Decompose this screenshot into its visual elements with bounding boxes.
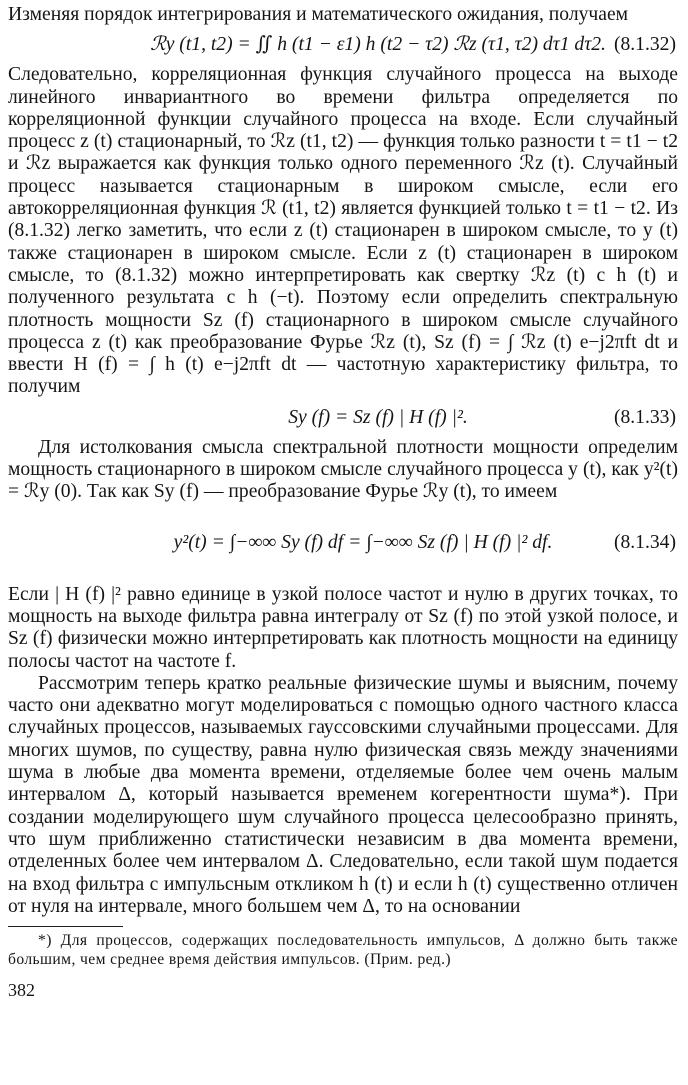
book-page [8,4,678,1001]
equation-8-1-33 [8,399,678,437]
paragraph-5: Рассмотрим теперь кратко реальные физические шумы и выясним, почему часто они адекватно могут моделироваться с помощью одного частного класса случайных процессов, называемых гауссовскими случайными процессами. Для многих шумов, по существу, равна нулю физическая связь между значениями шума в любые два момента времени, отделяемые более чем очень малым интервалом Δ, который называется временем когерентности шума*). При создании моделирующего шум случайного процесса целесообразно принять, что шум приближенно статистически независим в два момента времени, отделенных более чем интервалом Δ. Следовательно, если такой шум подается на вход фильтра с импульсным откликом h (t) и если h (t) существенно отличен от нуля на интервале, много большем чем Δ, то на основании [8,672,678,917]
equation-number: (8.1.32) [613,34,676,56]
footnote: *) Для процессов, содержащих последовательность импульсов, Δ должно быть также большим, чем среднее время действия импульсов. (Прим. ред.) [8,932,678,969]
equation-number: (8.1.34) [613,532,676,554]
paragraph-2: Следовательно, корреляционная функция случайного процесса на выходе линейного инвариантного во времени фильтра определяется по корреляционной функции случайного процесса на входе. Если случайный процесс z (t) стационарный, то ℛz (t1, t2) — функция только разности t = t1 − t2 и ℛz выражается как функция только одного переменного ℛz (t). Случайный процесс называется стационарным в широком смысле, если его автокорреляционная функция ℛ (t1, t2) является функцией только t = t1 − t2. Из (8.1.32) легко заметить, что если z (t) стационарен в широком смысле, то y (t) также стационарен в широком смысле. Если z (t) стационарен в широком смысле, то (8.1.32) можно интерпретировать как свертку ℛz (t) с h (t) и полученного результата с h (−t). Поэтому если определить спектральную плотность мощности Sz (f) стационарного в широком смысле случайного процесса z (t) как преобразование Фурье ℛz (t), Sz (f) = ∫ ℛz (t) e−j2πft dt и ввести H (f) = ∫ h (t) e−j2πft dt — частотную характеристику фильтра, то получим [8,64,678,398]
equation-body: y²(t) = ∫−∞∞ Sy (f) df = ∫−∞∞ Sz (f) | H (f) |² df. [173,532,553,554]
footnote-divider [8,926,123,927]
equation-body: Sy (f) = Sz (f) | H (f) |². [288,406,468,428]
page-number: 382 [8,980,35,1001]
equation-number: (8.1.33) [613,406,676,428]
paragraph-3: Для истолкования смысла спектральной плотности мощности определим мощность стационарного в широком смысле случайного процесса y (t), как y²(t) = ℛy (0). Так как Sy (f) — преобразование Фурье ℛy (t), то имеем [8,436,678,503]
paragraph-4: Если | H (f) |² равно единице в узкой полосе частот и нулю в других точках, то мощность на выходе фильтра равна интегралу от Sz (f) по этой узкой полосе, и Sz (f) физически можно интерпретировать как плотность мощности на единицу полосы частот на частоте f. [8,583,678,672]
paragraph-1: Изменяя порядок интегрирования и математического ожидания, получаем [8,4,629,25]
equation-8-1-34 [8,504,678,584]
equation-body: ℛy (t1, t2) = ∬ h (t1 − ε1) h (t2 − τ2) ℛz (τ1, τ2) dτ1 dτ2. [150,34,606,56]
equation-8-1-32 [8,26,678,64]
